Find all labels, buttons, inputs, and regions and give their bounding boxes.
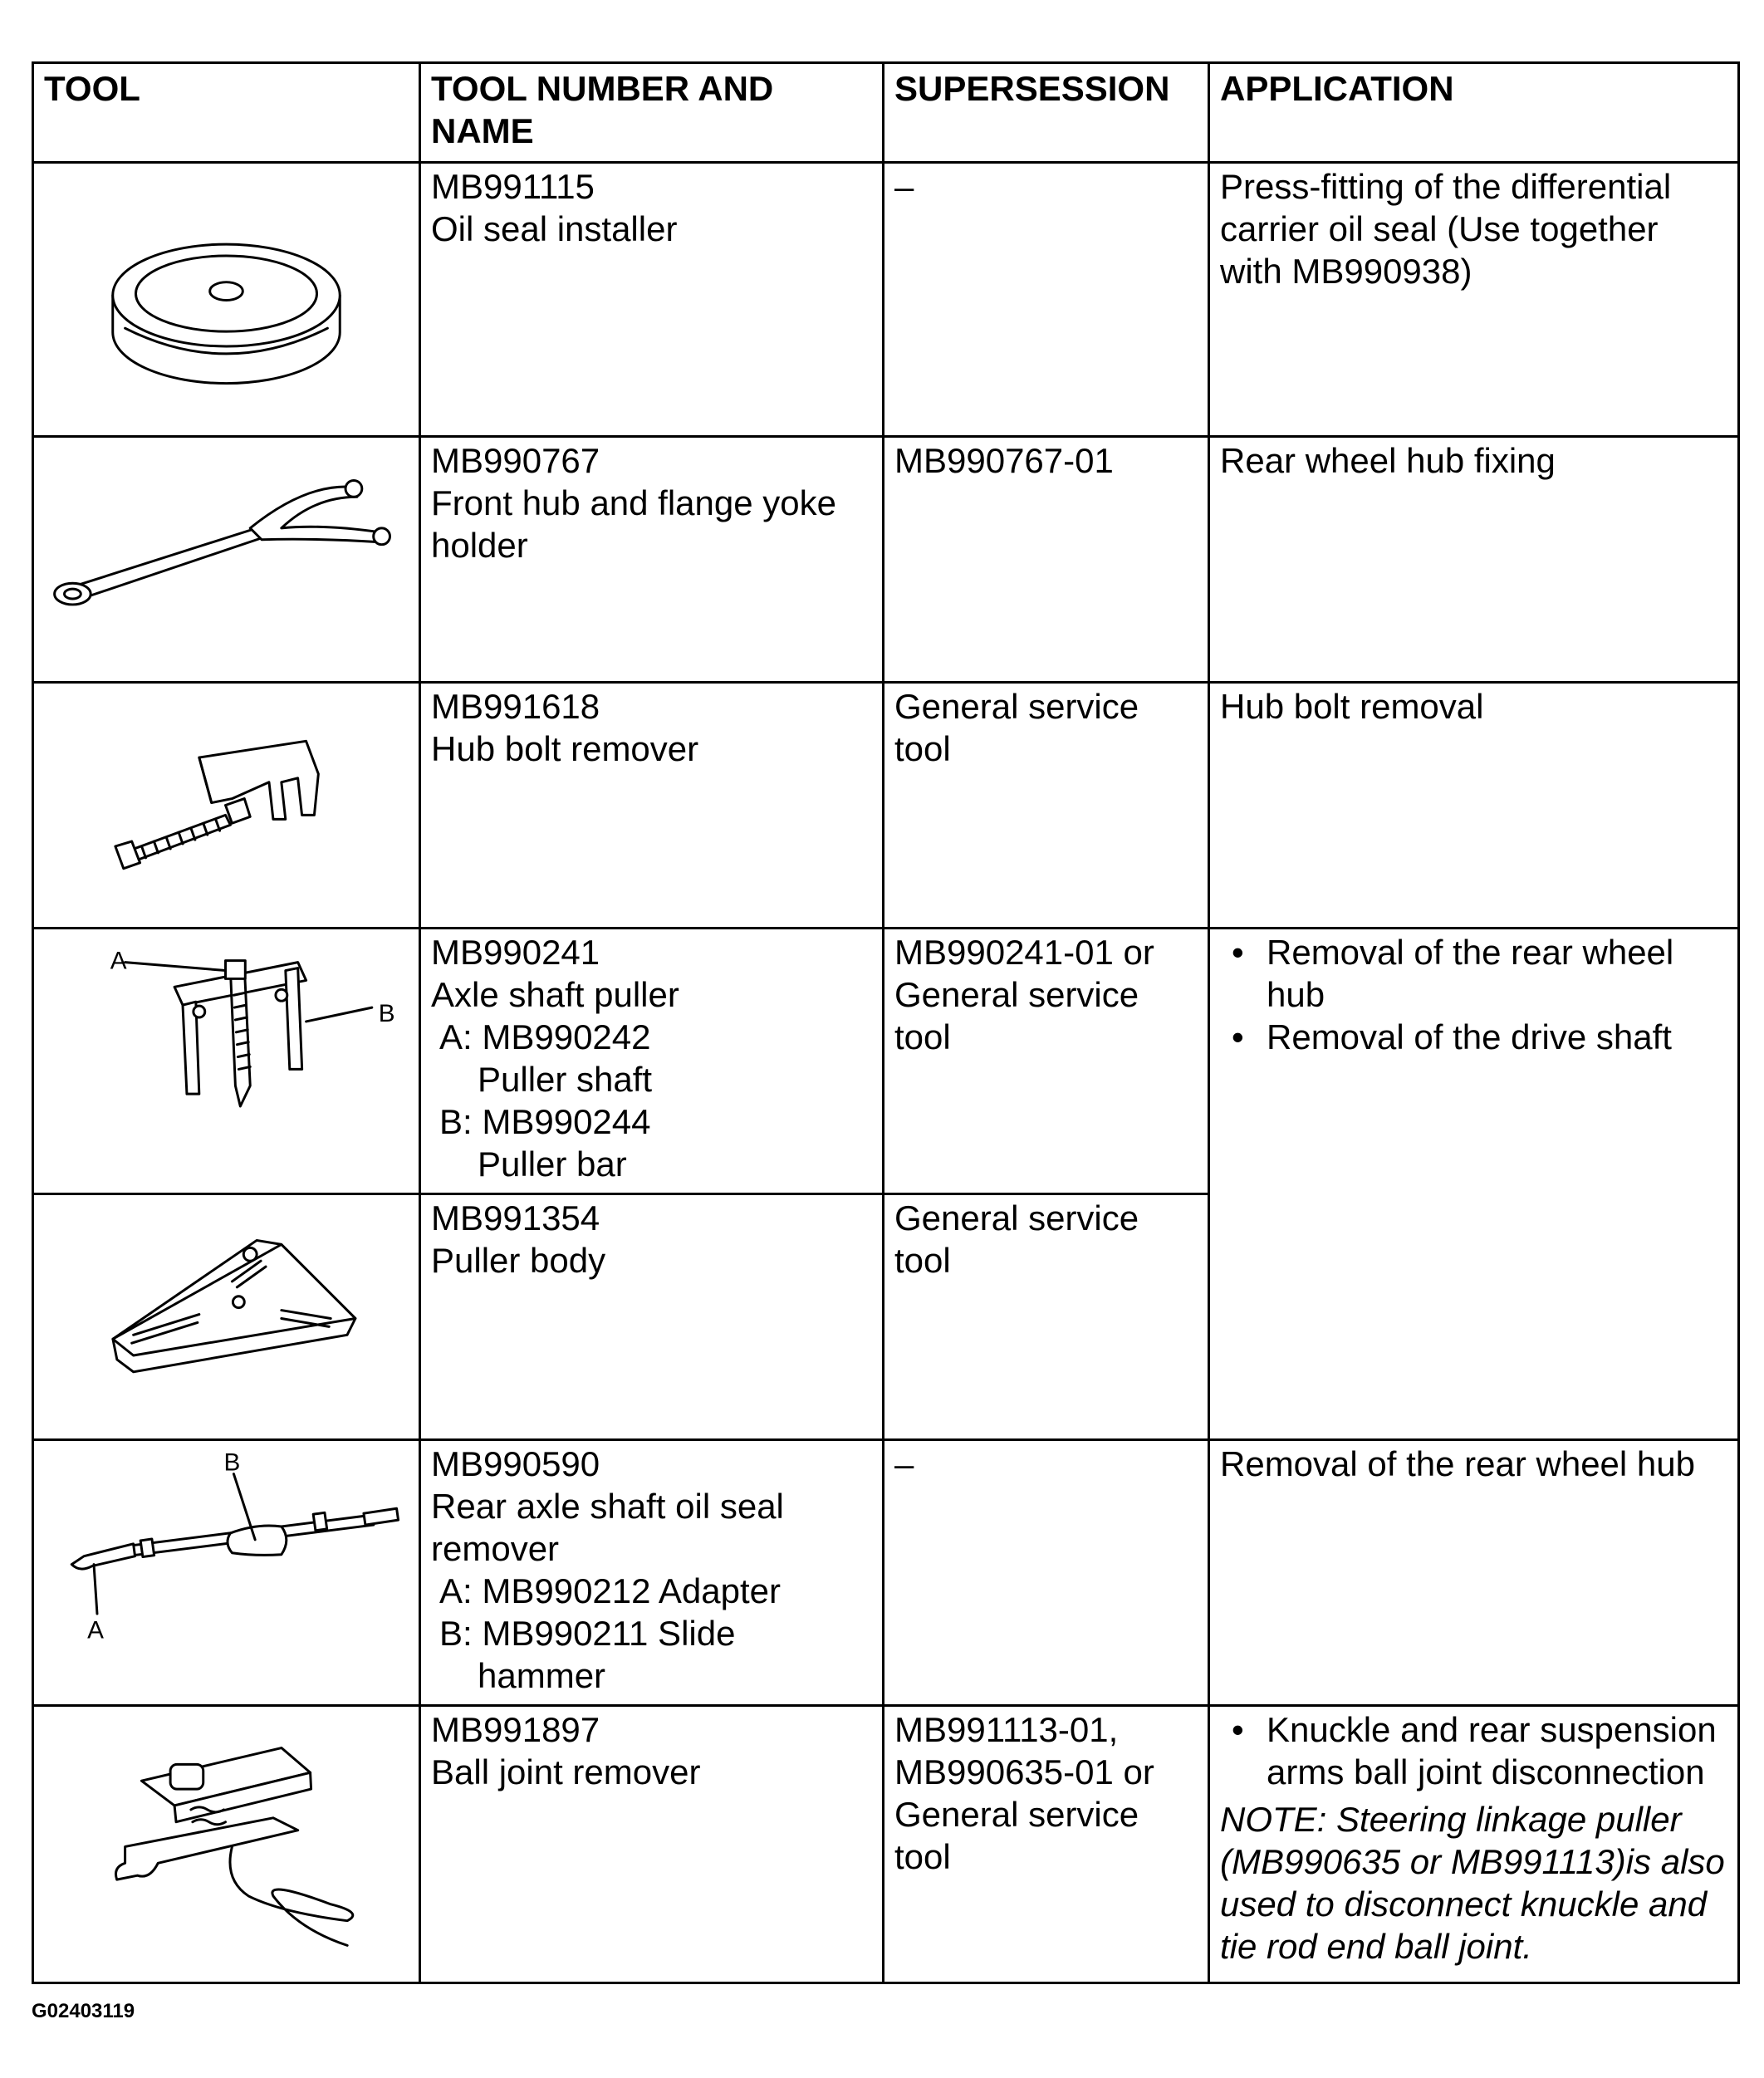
application-cell: Rear wheel hub fixing bbox=[1209, 437, 1739, 683]
table-row bbox=[33, 1440, 1739, 1706]
tool-number-cell bbox=[420, 1706, 884, 1983]
tool-number-cell bbox=[420, 929, 884, 1194]
tool-number: MB991897 bbox=[431, 1710, 600, 1749]
sub-part-a-name: Puller shaft bbox=[478, 1060, 653, 1099]
header-application: APPLICATION bbox=[1209, 63, 1739, 163]
oil-seal-installer-icon bbox=[34, 164, 419, 435]
note-text: NOTE: Steering linkage puller (MB990635 or MB991113)is also used to disconnect knuckle and tie rod end ball joint. bbox=[1220, 1800, 1725, 1966]
supersession-cell: MB990241-01 or General service tool bbox=[884, 929, 1209, 1194]
application-cell: Hub bolt removal bbox=[1209, 683, 1739, 929]
tool-image-cell bbox=[33, 437, 420, 683]
header-row bbox=[33, 63, 1739, 163]
application-cell bbox=[1209, 1706, 1739, 1983]
supersession-cell: MB990767-01 bbox=[884, 437, 1209, 683]
callout-b: B bbox=[223, 1448, 241, 1477]
application-list bbox=[1220, 1708, 1729, 1793]
tool-name: Puller body bbox=[431, 1241, 606, 1280]
sub-part-b-code: B: MB990211 Slide bbox=[439, 1614, 736, 1653]
list-item: • Knuckle and rear suspension arms ball joint disconnection bbox=[1220, 1708, 1729, 1793]
sub-part-b-code: B: MB990244 bbox=[439, 1102, 651, 1141]
table-row bbox=[33, 163, 1739, 437]
slide-hammer-icon bbox=[34, 1441, 419, 1704]
tool-name: Front hub and flange yoke holder bbox=[431, 483, 837, 565]
sub-part-b-rest: hammer bbox=[478, 1656, 606, 1695]
application-cell: Press-fitting of the differential carrier oil seal (Use together with MB990938) bbox=[1209, 163, 1739, 437]
table-row bbox=[33, 929, 1739, 1194]
sub-part-a-code: A: MB990242 bbox=[439, 1017, 651, 1056]
tool-number-cell bbox=[420, 1440, 884, 1706]
tool-image-cell bbox=[33, 1706, 420, 1983]
tool-number: MB991115 bbox=[431, 167, 595, 206]
supersession-cell: – bbox=[884, 1440, 1209, 1706]
tool-name: Axle shaft puller bbox=[431, 975, 679, 1014]
table-row bbox=[33, 1706, 1739, 1983]
sub-part-a: A: MB990212 Adapter bbox=[439, 1571, 781, 1610]
supersession-cell: MB991113-01, MB990635-01 or General service tool bbox=[884, 1706, 1209, 1983]
tool-name: Hub bolt remover bbox=[431, 729, 699, 768]
header-tool-number: TOOL NUMBER AND NAME bbox=[420, 63, 884, 163]
supersession-cell: General service tool bbox=[884, 1194, 1209, 1440]
table-row bbox=[33, 437, 1739, 683]
tool-name: Rear axle shaft oil seal remover bbox=[431, 1487, 784, 1568]
callout-a: A bbox=[110, 947, 127, 975]
axle-shaft-puller-icon bbox=[34, 929, 419, 1193]
special-tools-table bbox=[32, 61, 1740, 1984]
puller-body-icon bbox=[34, 1195, 419, 1438]
tool-number-cell bbox=[420, 683, 884, 929]
tool-number: MB991354 bbox=[431, 1198, 600, 1237]
tool-number-cell bbox=[420, 163, 884, 437]
application-cell bbox=[1209, 929, 1739, 1440]
tool-number: MB991618 bbox=[431, 687, 600, 726]
callout-b: B bbox=[378, 999, 395, 1027]
table-row bbox=[33, 683, 1739, 929]
list-item: • Removal of the rear wheel hub bbox=[1220, 931, 1729, 1016]
application-cell: Removal of the rear wheel hub bbox=[1209, 1440, 1739, 1706]
tool-number-cell bbox=[420, 1194, 884, 1440]
tool-image-cell bbox=[33, 1440, 420, 1706]
hub-bolt-remover-icon bbox=[34, 684, 419, 927]
tool-name: Oil seal installer bbox=[431, 209, 678, 248]
header-tool: TOOL bbox=[33, 63, 420, 163]
supersession-cell: – bbox=[884, 163, 1209, 437]
tool-number: MB990241 bbox=[431, 933, 600, 972]
header-supersession: SUPERSESSION bbox=[884, 63, 1209, 163]
tool-number-cell bbox=[420, 437, 884, 683]
sub-part-b-name: Puller bar bbox=[478, 1144, 627, 1184]
figure-id: G02403119 bbox=[32, 2000, 135, 2022]
application-list bbox=[1220, 931, 1729, 1058]
tool-number: MB990767 bbox=[431, 441, 600, 480]
tool-image-cell bbox=[33, 683, 420, 929]
hub-holder-icon bbox=[34, 438, 419, 681]
tool-table-container bbox=[32, 61, 1737, 1984]
callout-a: A bbox=[87, 1616, 104, 1644]
ball-joint-remover-icon bbox=[34, 1707, 419, 1982]
tool-number: MB990590 bbox=[431, 1444, 600, 1483]
tool-image-cell bbox=[33, 1194, 420, 1440]
tool-image-cell bbox=[33, 163, 420, 437]
tool-image-cell bbox=[33, 929, 420, 1194]
tool-name: Ball joint remover bbox=[431, 1752, 701, 1791]
supersession-cell: General service tool bbox=[884, 683, 1209, 929]
list-item: • Removal of the drive shaft bbox=[1220, 1016, 1729, 1058]
